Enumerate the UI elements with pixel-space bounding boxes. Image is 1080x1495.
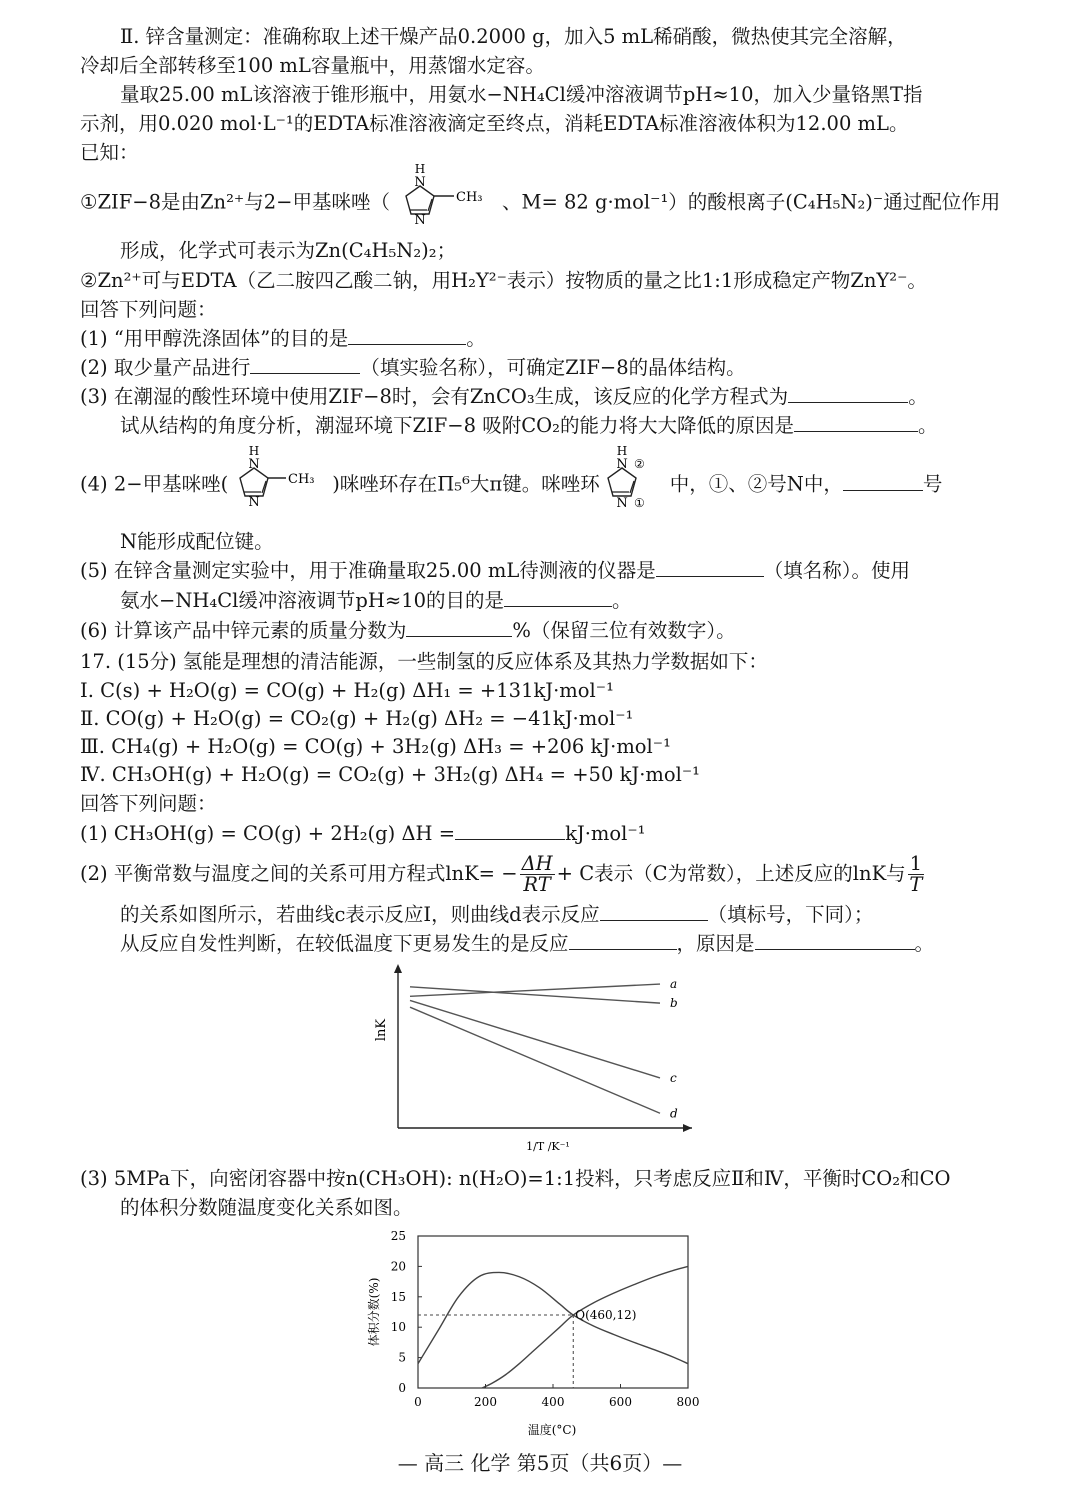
known-item-1	[80, 164, 1001, 224]
sub-question-1	[80, 821, 646, 847]
answer-blank-s2b[interactable]	[569, 931, 677, 950]
y-axis-label: lnK	[374, 1018, 389, 1042]
y-tick-label: 0	[398, 1381, 406, 1395]
page-footer: — 高三 化学 第5页（共6页）—	[397, 1451, 683, 1475]
x-axis-arrow	[683, 1124, 692, 1132]
question-5-text: (5) 在锌含量测定实验中，用于准确量取25.00 mL待测液的仪器是	[80, 559, 656, 582]
question-3-cont-text: 试从结构的角度分析，潮湿环境下ZIF−8 吸附CO₂的能力将大大降低的原因是	[120, 414, 794, 437]
known-label: 已知：	[80, 141, 139, 164]
nitrogen-mark-1: ①	[633, 496, 645, 510]
x-axis-label: 1/T /K⁻¹	[526, 1140, 570, 1153]
question-5-cont-end: 。	[612, 589, 632, 612]
question-2	[80, 355, 746, 381]
sub-question-2-text-b: + C表示（C为常数），上述反应的lnK与	[556, 862, 906, 885]
sub-question-2-text-d: （填标号，下同）；	[707, 903, 874, 926]
question-4	[80, 444, 943, 510]
answer-blank-q3a[interactable]	[788, 384, 908, 403]
y-tick-label: 25	[390, 1229, 406, 1243]
zn-measure-line-1: Ⅱ. 锌含量测定：准确称取上述干燥产品0.2000 g，加入5 mL稀硝酸，微热使其完全溶解，	[120, 25, 907, 48]
fraction-denominator: RT	[523, 873, 551, 896]
sub-question-2-text-c: 的关系如图所示，若曲线c表示反应Ⅰ，则曲线d表示反应	[120, 903, 600, 926]
known-item-1-text-b: 、M= 82 g·mol⁻¹）的酸根离子(C₄H₅N₂)⁻通过配位作用	[501, 190, 1001, 214]
y-axis-label-2: 体积分数(%)	[367, 1277, 381, 1347]
reaction-3: Ⅲ. CH₄(g) + H₂O(g) = CO(g) + 3H₂(g) ΔH₃ = +206 kJ·mol⁻¹	[80, 735, 671, 758]
zn-measure-line-4: 示剂，用0.020 mol·L⁻¹的EDTA标准溶液滴定至终点，消耗EDTA标准溶液体积为12.00 mL。	[80, 112, 909, 135]
series-line-d	[410, 1007, 660, 1113]
sub-question-2-text-f: ，原因是	[676, 932, 755, 955]
question-2-end: （填实验名称），可确定ZIF−8的晶体结构。	[360, 356, 746, 379]
delta-h-over-rt-fraction	[520, 854, 555, 895]
question-3-cont-end: 。	[917, 414, 938, 437]
n-top-label-2: N	[248, 457, 260, 472]
y-tick-label: 10	[390, 1320, 406, 1335]
imidazole-numbered-structure	[600, 444, 670, 510]
zn-measure-line-3: 量取25.00 mL该溶液于锥形瓶中，用氨水−NH₄Cl缓冲溶液调节pH≈10，加入少量铬黑T指	[120, 83, 923, 106]
imidazole-numbered-drawing	[600, 444, 670, 510]
methylimidazole-structure-2	[228, 446, 332, 508]
n-bottom-label-3: N	[616, 496, 628, 510]
sub-question-2-end: 。	[914, 932, 935, 955]
reaction-1: Ⅰ. C(s) + H₂O(g) = CO(g) + H₂(g) ΔH₁ = +131kJ·mol⁻¹	[80, 679, 614, 702]
known-item-2: ②Zn²⁺可与EDTA（乙二胺四乙酸二钠，用H₂Y²⁻表示）按物质的量之比1:1形成稳定产物ZnY²⁻。	[80, 269, 927, 292]
known-item-1-text-a: ①ZIF−8是由Zn²⁺与2−甲基咪唑（	[80, 190, 390, 214]
question-3-text: (3) 在潮湿的酸性环境中使用ZIF−8时，会有ZnCO₃生成，该反应的化学方程式为	[80, 385, 789, 408]
y-tick-label: 15	[390, 1289, 406, 1304]
fraction-numerator: ΔH	[521, 852, 553, 875]
question-1-end: 。	[466, 327, 486, 350]
x-tick-label: 800	[676, 1395, 700, 1409]
n-bottom-label-2: N	[248, 495, 260, 508]
answer-blank-q1[interactable]	[348, 326, 466, 345]
question-5-text-b: （填名称）。使用	[763, 559, 911, 582]
sub-question-1-text: (1) CH₃OH(g) = CO(g) + 2H₂(g) ΔH =	[80, 822, 456, 845]
fraction2-denominator: T	[909, 873, 923, 896]
question-1	[80, 326, 486, 352]
imidazole-ring-drawing	[390, 164, 502, 224]
question-3	[80, 384, 928, 410]
imidazole-ring-drawing-2	[228, 446, 332, 508]
answer-blank-s1[interactable]	[455, 821, 565, 840]
question-4-text-d: 号	[922, 472, 943, 496]
known-item-1-cont: 形成，化学式可表示为Zn(C₄H₅N₂)₂；	[120, 239, 457, 262]
sub-question-2-text-e: 从反应自发性判断，在较低温度下更易发生的是反应	[120, 932, 569, 955]
series-label-a: a	[670, 977, 678, 992]
volume-fraction-vs-temperature-chart	[360, 1222, 720, 1440]
y-tick-label: 5	[398, 1350, 406, 1365]
question-5-cont-text: 氨水−NH₄Cl缓冲溶液调节pH≈10的目的是	[120, 589, 505, 612]
question-6-end: %（保留三位有效数字）。	[512, 619, 736, 642]
y-axis-arrow	[394, 964, 402, 973]
question-3-end: 。	[908, 385, 928, 408]
x-tick-label: 0	[414, 1395, 422, 1409]
series-line-c	[410, 1000, 660, 1078]
x-tick-label: 600	[609, 1395, 632, 1409]
x-tick-label: 400	[541, 1395, 565, 1409]
sub-question-2-text-a: (2) 平衡常数与温度之间的关系可用方程式lnK= −	[80, 862, 518, 885]
methylimidazole-structure-1	[390, 164, 502, 224]
question-3-cont	[120, 413, 937, 439]
nitrogen-mark-2: ②	[633, 457, 645, 471]
nh-h-label: H	[414, 164, 426, 176]
series-curve-1	[418, 1272, 688, 1363]
answer-blank-s2a[interactable]	[600, 902, 708, 921]
n-top-label-3: N	[616, 457, 628, 472]
one-over-t-fraction	[908, 854, 924, 895]
reaction-4: Ⅳ. CH₃OH(g) + H₂O(g) = CO₂(g) + 3H₂(g) ΔH₄ = +50 kJ·mol⁻¹	[80, 763, 700, 786]
reaction-2: Ⅱ. CO(g) + H₂O(g) = CO₂(g) + H₂(g) ΔH₂ = −41kJ·mol⁻¹	[80, 707, 634, 730]
answer-blank-q5a[interactable]	[656, 558, 764, 577]
sub-question-1-unit: kJ·mol⁻¹	[565, 822, 646, 845]
y-tick-label: 20	[390, 1259, 406, 1274]
answer-blank-q4[interactable]	[843, 472, 923, 491]
sub-question-2-cont-2	[120, 931, 934, 957]
sub-question-3-cont: 的体积分数随温度变化关系如图。	[120, 1196, 413, 1219]
plot-frame	[418, 1236, 688, 1388]
nh-h-label-3: H	[616, 444, 627, 458]
question-4-cont: N能形成配位键。	[120, 530, 274, 553]
nh-h-label-2: H	[248, 446, 260, 458]
answer-blank-q2[interactable]	[250, 355, 360, 374]
series-curve-2	[482, 1266, 688, 1388]
zn-measure-line-2: 冷却后全部转移至100 mL容量瓶中，用蒸馏水定容。	[80, 54, 545, 77]
question-2-text: (2) 取少量产品进行	[80, 356, 251, 379]
n-bottom-label: N	[414, 213, 426, 224]
question-5	[80, 558, 910, 584]
answer-prompt: 回答下列问题：	[80, 298, 217, 321]
answer-blank-q6[interactable]	[406, 618, 512, 637]
question-6-text: (6) 计算该产品中锌元素的质量分数为	[80, 619, 407, 642]
question-17-title: 17. (15分) 氢能是理想的清洁能源，一些制氢的反应体系及其热力学数据如下：	[80, 650, 768, 673]
fraction2-numerator: 1	[909, 852, 923, 875]
methyl-label-2: CH₃	[288, 472, 315, 487]
x-tick-label: 200	[474, 1395, 497, 1409]
question-5-cont	[120, 588, 632, 614]
x-axis-label-2: 温度(°C)	[527, 1423, 577, 1437]
question-4-text-b: )咪唑环存在Π₅⁶大π键。咪唑环	[332, 472, 600, 496]
answer-blank-s2c[interactable]	[755, 931, 915, 950]
question-6	[80, 618, 736, 644]
methyl-label: CH₃	[455, 190, 483, 205]
answer-blank-q5b[interactable]	[504, 588, 612, 607]
sub-question-2-cont	[120, 902, 873, 928]
lnk-vs-inverse-t-chart	[370, 958, 710, 1158]
series-label-b: b	[670, 996, 678, 1011]
question-1-text: (1) “用甲醇洗涤固体”的目的是	[80, 327, 349, 350]
answer-blank-q3b[interactable]	[794, 413, 918, 432]
question-4-text-a: (4) 2−甲基咪唑(	[80, 472, 229, 496]
point-q-annotation: Q(460,12)	[575, 1308, 637, 1323]
sub-question-3: (3) 5MPa下，向密闭容器中按n(CH₃OH): n(H₂O)=1:1投料，只考虑反应Ⅱ和Ⅳ，平衡时CO₂和CO	[80, 1167, 951, 1190]
series-label-c: c	[670, 1070, 677, 1085]
series-label-d: d	[670, 1106, 678, 1121]
n-top-label: N	[414, 175, 426, 190]
question-4-text-c: 中，①、②号N中，	[669, 472, 843, 496]
sub-question-2	[80, 850, 926, 898]
answer-prompt-2: 回答下列问题：	[80, 792, 217, 815]
